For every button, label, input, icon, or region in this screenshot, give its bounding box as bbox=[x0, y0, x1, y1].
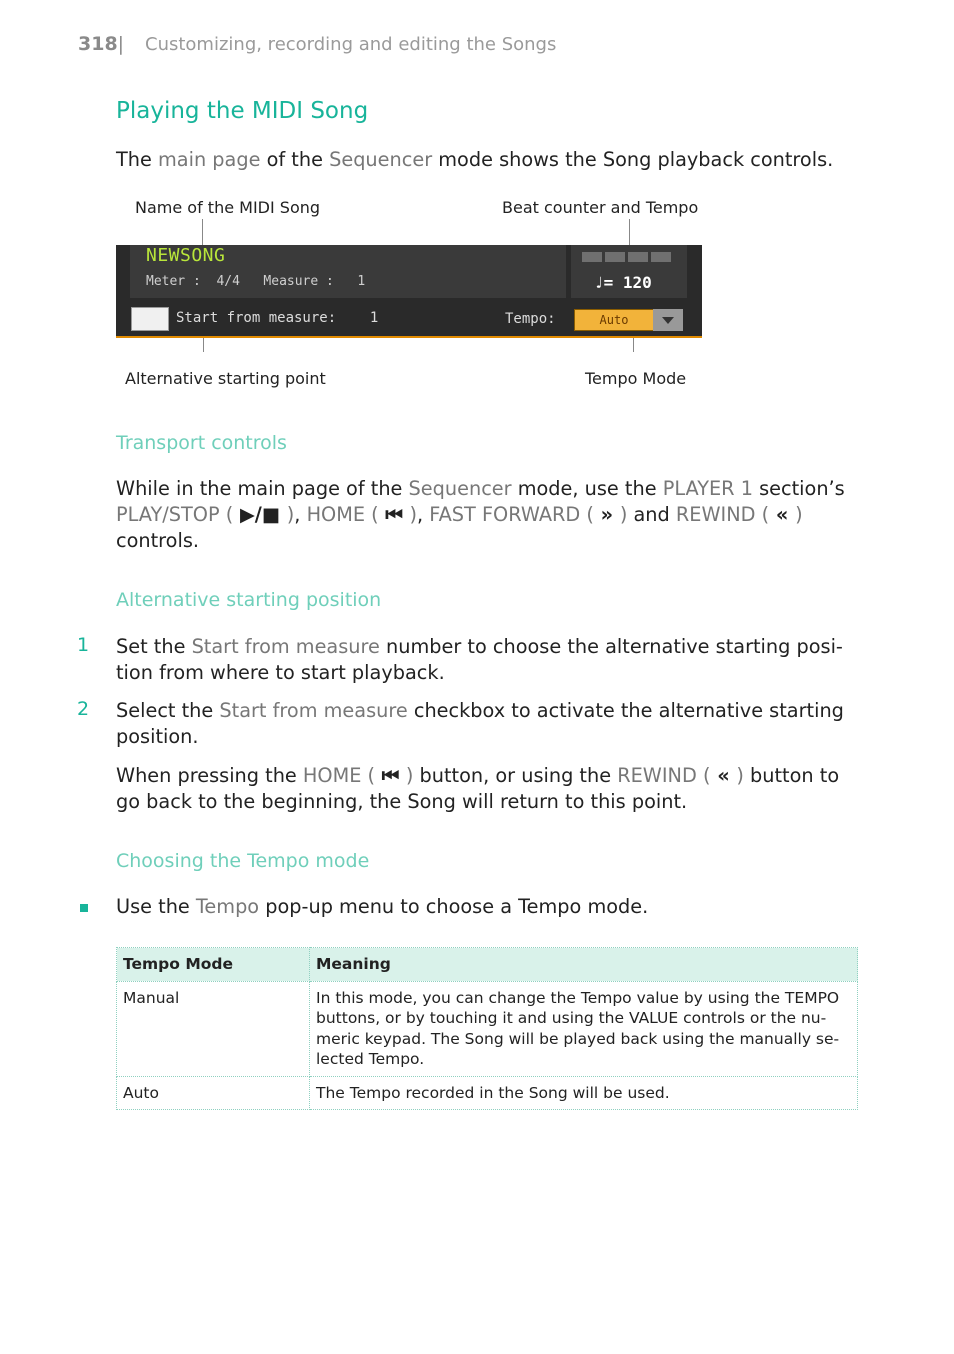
transport-paragraph: While in the main page of the Sequencer mode, use the PLAYER 1 section’s PLAY/STOP ( ▶/■ ), HOME ( ⏮ ), FAST FORWARD ( » ) and REWIND ( « ) controls. bbox=[116, 477, 845, 552]
step-note: When pressing the HOME ( ⏮ ) button, or using the REWIND ( « ) button to go back to the beginning, the Song will return to this point. bbox=[116, 764, 840, 813]
beat-counter bbox=[582, 252, 671, 262]
home-icon: ⏮ bbox=[375, 764, 406, 787]
sequencer-screenshot bbox=[116, 245, 702, 338]
tempo-mode-select[interactable]: Auto bbox=[574, 309, 654, 331]
fast-forward-icon: » bbox=[593, 503, 620, 526]
start-from-measure-label: Start from measure: 1 bbox=[176, 310, 379, 326]
tempo-mode-heading: Choosing the Tempo mode bbox=[116, 850, 370, 872]
beat-tempo-box bbox=[571, 245, 687, 298]
step-number-1: 1 bbox=[77, 634, 90, 656]
step-1: Set the Start from measure number to choose the alternative starting posi-tion from where to start playback. bbox=[116, 635, 843, 684]
rewind-icon: « bbox=[710, 764, 737, 787]
song-name: NEWSONG bbox=[146, 245, 226, 266]
rewind-icon: « bbox=[769, 503, 796, 526]
step-2: Select the Start from measure checkbox to activate the alternative starting position. bbox=[116, 699, 844, 748]
tempo-label: Tempo: bbox=[505, 311, 556, 327]
table-cell: The Tempo recorded in the Song will be used. bbox=[310, 1076, 858, 1110]
callout-line-alt bbox=[203, 338, 204, 352]
table-cell: Manual bbox=[117, 981, 310, 1076]
home-icon: ⏮ bbox=[378, 503, 410, 526]
alternative-heading: Alternative starting position bbox=[116, 589, 382, 611]
bullet-icon bbox=[80, 904, 88, 912]
play-stop-icon: ▶/■ bbox=[233, 503, 287, 526]
callout-line-mode bbox=[633, 338, 634, 352]
song-info-box bbox=[130, 245, 566, 298]
table-row bbox=[117, 1076, 858, 1110]
callout-song-name: Name of the MIDI Song bbox=[135, 198, 321, 217]
tempo-bullet-text: Use the Tempo pop-up menu to choose a Tempo mode. bbox=[116, 895, 649, 918]
table-header-row bbox=[117, 948, 858, 982]
intro-paragraph: The main page of the Sequencer mode shows the Song playback controls. bbox=[116, 148, 834, 171]
meter-readout: Meter : 4/4 Measure : 1 bbox=[146, 274, 366, 289]
table-header-cell: Meaning bbox=[310, 948, 858, 982]
table-cell: In this mode, you can change the Tempo value by using the TEMPO buttons, or by touching it and using the VALUE controls or the nu-meric keypad. The Song will be played back using the manually se-lected Tempo. bbox=[310, 981, 858, 1076]
chevron-down-icon[interactable] bbox=[653, 309, 683, 331]
callout-alt-start: Alternative starting point bbox=[125, 369, 326, 388]
callout-tempo-mode: Tempo Mode bbox=[585, 369, 687, 388]
table-row bbox=[117, 981, 858, 1076]
step-number-2: 2 bbox=[77, 698, 90, 720]
tempo-mode-table bbox=[116, 947, 858, 1110]
table-cell: Auto bbox=[117, 1076, 310, 1110]
running-title: Customizing, recording and editing the Songs bbox=[145, 34, 557, 55]
start-from-measure-checkbox[interactable] bbox=[131, 307, 169, 331]
tempo-display: ♩= 120 bbox=[594, 273, 652, 292]
page-number: 318| bbox=[78, 33, 125, 55]
table-header-cell: Tempo Mode bbox=[117, 948, 310, 982]
section-title: Playing the MIDI Song bbox=[116, 98, 369, 124]
transport-heading: Transport controls bbox=[116, 432, 287, 454]
callout-beat-counter: Beat counter and Tempo bbox=[502, 198, 699, 217]
